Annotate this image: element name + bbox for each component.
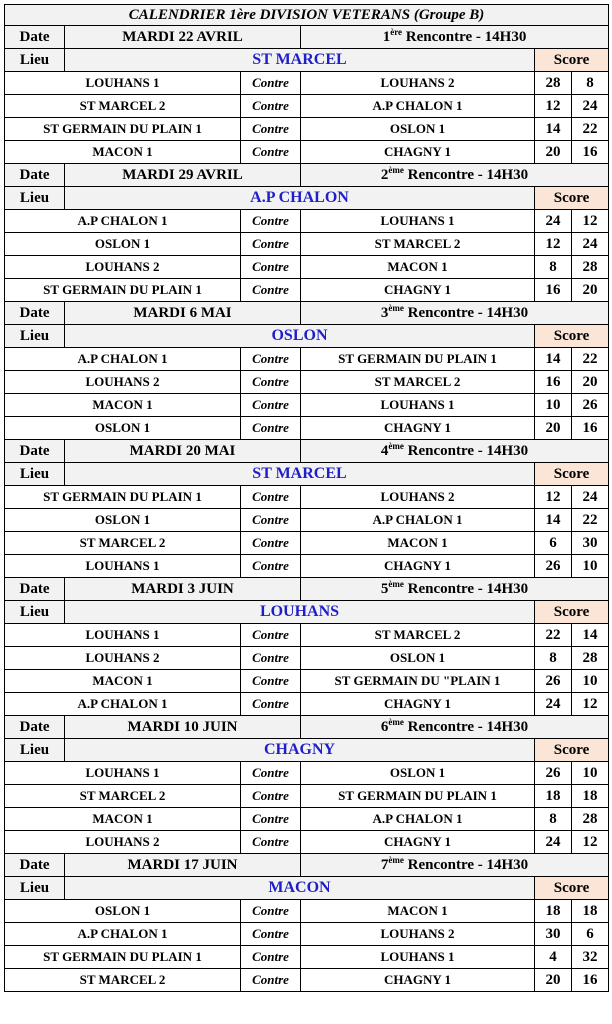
home-score: 14 <box>535 509 572 532</box>
contre-label: Contre <box>241 210 301 233</box>
round-ordinal-suffix: ème <box>388 165 404 175</box>
contre-label: Contre <box>241 95 301 118</box>
lieu-label: Lieu <box>5 187 65 210</box>
home-score: 20 <box>535 969 572 992</box>
title-row <box>5 5 609 26</box>
away-team: OSLON 1 <box>301 762 535 785</box>
round-date-row <box>5 26 609 49</box>
round-venue: ST MARCEL <box>65 49 535 72</box>
home-score: 22 <box>535 624 572 647</box>
round-venue-row <box>5 739 609 762</box>
round-venue-row <box>5 187 609 210</box>
date-label: Date <box>5 164 65 187</box>
away-score: 18 <box>572 900 609 923</box>
round-ordinal: 1 <box>382 29 391 45</box>
away-score: 14 <box>572 624 609 647</box>
match-row <box>5 141 609 164</box>
home-team: ST GERMAIN DU PLAIN 1 <box>5 486 241 509</box>
away-team: LOUHANS 2 <box>301 72 535 95</box>
home-score: 8 <box>535 256 572 279</box>
round-ordinal-suffix: ème <box>388 303 404 313</box>
contre-label: Contre <box>241 348 301 371</box>
home-score: 10 <box>535 394 572 417</box>
match-row <box>5 417 609 440</box>
score-label: Score <box>535 463 609 486</box>
home-team: LOUHANS 1 <box>5 72 241 95</box>
away-team: CHAGNY 1 <box>301 417 535 440</box>
home-score: 6 <box>535 532 572 555</box>
contre-label: Contre <box>241 785 301 808</box>
round-rencontre <box>301 440 609 463</box>
round-date-row <box>5 302 609 325</box>
home-score: 18 <box>535 785 572 808</box>
round-date-row <box>5 440 609 463</box>
lieu-label: Lieu <box>5 463 65 486</box>
round-rencontre <box>301 854 609 877</box>
home-team: ST MARCEL 2 <box>5 95 241 118</box>
away-team: ST GERMAIN DU PLAIN 1 <box>301 348 535 371</box>
home-score: 24 <box>535 831 572 854</box>
round-ordinal: 3 <box>380 305 389 321</box>
contre-label: Contre <box>241 923 301 946</box>
away-team: LOUHANS 2 <box>301 923 535 946</box>
round-venue: MACON <box>65 877 535 900</box>
away-score: 24 <box>572 95 609 118</box>
contre-label: Contre <box>241 509 301 532</box>
away-team: MACON 1 <box>301 256 535 279</box>
match-row <box>5 923 609 946</box>
contre-label: Contre <box>241 118 301 141</box>
home-score: 26 <box>535 762 572 785</box>
round-rencontre <box>301 716 609 739</box>
away-score: 24 <box>572 486 609 509</box>
home-score: 26 <box>535 670 572 693</box>
away-score: 20 <box>572 371 609 394</box>
contre-label: Contre <box>241 831 301 854</box>
date-label: Date <box>5 440 65 463</box>
away-team: ST GERMAIN DU "PLAIN 1 <box>301 670 535 693</box>
away-score: 22 <box>572 509 609 532</box>
match-row <box>5 256 609 279</box>
match-row <box>5 946 609 969</box>
contre-label: Contre <box>241 141 301 164</box>
home-team: ST GERMAIN DU PLAIN 1 <box>5 118 241 141</box>
match-row <box>5 969 609 992</box>
away-score: 12 <box>572 210 609 233</box>
round-rencontre-text: Rencontre - 14H30 <box>403 167 529 183</box>
match-row <box>5 279 609 302</box>
away-team: CHAGNY 1 <box>301 969 535 992</box>
match-row <box>5 371 609 394</box>
away-score: 10 <box>572 762 609 785</box>
match-row <box>5 647 609 670</box>
home-score: 24 <box>535 693 572 716</box>
round-venue-row <box>5 877 609 900</box>
away-team: MACON 1 <box>301 900 535 923</box>
home-team: LOUHANS 2 <box>5 256 241 279</box>
home-score: 14 <box>535 118 572 141</box>
round-rencontre <box>301 26 609 49</box>
round-rencontre <box>301 164 609 187</box>
score-label: Score <box>535 601 609 624</box>
home-score: 18 <box>535 900 572 923</box>
away-score: 32 <box>572 946 609 969</box>
score-label: Score <box>535 187 609 210</box>
home-team: LOUHANS 2 <box>5 647 241 670</box>
round-venue: ST MARCEL <box>65 463 535 486</box>
match-row <box>5 532 609 555</box>
home-team: ST MARCEL 2 <box>5 969 241 992</box>
round-date: MARDI 20 MAI <box>65 440 301 463</box>
home-score: 20 <box>535 141 572 164</box>
score-label: Score <box>535 325 609 348</box>
away-score: 28 <box>572 256 609 279</box>
round-date-row <box>5 578 609 601</box>
home-team: LOUHANS 2 <box>5 831 241 854</box>
round-ordinal: 5 <box>380 581 389 597</box>
home-score: 12 <box>535 95 572 118</box>
contre-label: Contre <box>241 693 301 716</box>
home-score: 16 <box>535 371 572 394</box>
match-row <box>5 210 609 233</box>
round-rencontre-text: Rencontre - 14H30 <box>403 305 529 321</box>
round-venue: CHAGNY <box>65 739 535 762</box>
round-date: MARDI 3 JUIN <box>65 578 301 601</box>
match-row <box>5 233 609 256</box>
round-ordinal-suffix: ème <box>388 717 404 727</box>
round-date-row <box>5 716 609 739</box>
round-date: MARDI 17 JUIN <box>65 854 301 877</box>
date-label: Date <box>5 578 65 601</box>
away-score: 22 <box>572 118 609 141</box>
match-row <box>5 95 609 118</box>
round-rencontre-text: Rencontre - 14H30 <box>403 857 529 873</box>
lieu-label: Lieu <box>5 877 65 900</box>
away-team: LOUHANS 1 <box>301 210 535 233</box>
away-score: 30 <box>572 532 609 555</box>
away-score: 18 <box>572 785 609 808</box>
away-team: CHAGNY 1 <box>301 141 535 164</box>
away-team: OSLON 1 <box>301 118 535 141</box>
home-score: 28 <box>535 72 572 95</box>
home-team: A.P CHALON 1 <box>5 923 241 946</box>
round-rencontre-text: Rencontre - 14H30 <box>403 719 529 735</box>
round-rencontre <box>301 302 609 325</box>
round-date: MARDI 10 JUIN <box>65 716 301 739</box>
home-team: A.P CHALON 1 <box>5 210 241 233</box>
away-team: CHAGNY 1 <box>301 279 535 302</box>
contre-label: Contre <box>241 371 301 394</box>
home-score: 24 <box>535 210 572 233</box>
away-team: LOUHANS 1 <box>301 946 535 969</box>
away-score: 16 <box>572 969 609 992</box>
contre-label: Contre <box>241 279 301 302</box>
date-label: Date <box>5 302 65 325</box>
away-score: 24 <box>572 233 609 256</box>
match-row <box>5 348 609 371</box>
round-date-row <box>5 164 609 187</box>
match-row <box>5 394 609 417</box>
away-team: A.P CHALON 1 <box>301 509 535 532</box>
away-score: 28 <box>572 808 609 831</box>
contre-label: Contre <box>241 72 301 95</box>
contre-label: Contre <box>241 486 301 509</box>
home-team: ST MARCEL 2 <box>5 532 241 555</box>
contre-label: Contre <box>241 532 301 555</box>
round-ordinal-suffix: ème <box>388 855 404 865</box>
match-row <box>5 624 609 647</box>
round-ordinal-suffix: ème <box>388 441 404 451</box>
away-team: CHAGNY 1 <box>301 693 535 716</box>
round-venue: LOUHANS <box>65 601 535 624</box>
away-team: ST GERMAIN DU PLAIN 1 <box>301 785 535 808</box>
away-team: ST MARCEL 2 <box>301 624 535 647</box>
lieu-label: Lieu <box>5 601 65 624</box>
round-venue-row <box>5 49 609 72</box>
match-row <box>5 509 609 532</box>
home-team: OSLON 1 <box>5 900 241 923</box>
home-team: ST GERMAIN DU PLAIN 1 <box>5 946 241 969</box>
contre-label: Contre <box>241 762 301 785</box>
round-venue: A.P CHALON <box>65 187 535 210</box>
match-row <box>5 831 609 854</box>
match-row <box>5 555 609 578</box>
home-team: LOUHANS 1 <box>5 555 241 578</box>
away-team: ST MARCEL 2 <box>301 371 535 394</box>
match-row <box>5 693 609 716</box>
home-team: LOUHANS 1 <box>5 762 241 785</box>
away-score: 28 <box>572 647 609 670</box>
away-team: LOUHANS 2 <box>301 486 535 509</box>
home-score: 16 <box>535 279 572 302</box>
away-score: 26 <box>572 394 609 417</box>
home-team: OSLON 1 <box>5 417 241 440</box>
date-label: Date <box>5 716 65 739</box>
home-score: 8 <box>535 808 572 831</box>
away-team: MACON 1 <box>301 532 535 555</box>
away-score: 12 <box>572 693 609 716</box>
away-score: 16 <box>572 417 609 440</box>
away-score: 10 <box>572 670 609 693</box>
round-venue: OSLON <box>65 325 535 348</box>
contre-label: Contre <box>241 670 301 693</box>
round-venue-row <box>5 325 609 348</box>
contre-label: Contre <box>241 969 301 992</box>
away-score: 22 <box>572 348 609 371</box>
round-venue-row <box>5 463 609 486</box>
home-team: ST MARCEL 2 <box>5 785 241 808</box>
match-row <box>5 785 609 808</box>
round-ordinal: 2 <box>380 167 389 183</box>
away-team: A.P CHALON 1 <box>301 808 535 831</box>
round-rencontre-text: Rencontre - 14H30 <box>402 29 527 45</box>
home-team: A.P CHALON 1 <box>5 348 241 371</box>
calendar-sheet <box>4 4 608 992</box>
away-score: 20 <box>572 279 609 302</box>
round-ordinal-suffix: ème <box>388 579 404 589</box>
home-score: 26 <box>535 555 572 578</box>
match-row <box>5 762 609 785</box>
away-team: CHAGNY 1 <box>301 555 535 578</box>
round-ordinal: 7 <box>380 857 389 873</box>
away-team: A.P CHALON 1 <box>301 95 535 118</box>
date-label: Date <box>5 26 65 49</box>
contre-label: Contre <box>241 233 301 256</box>
lieu-label: Lieu <box>5 739 65 762</box>
home-team: MACON 1 <box>5 670 241 693</box>
away-team: ST MARCEL 2 <box>301 233 535 256</box>
match-row <box>5 900 609 923</box>
home-score: 4 <box>535 946 572 969</box>
round-ordinal: 4 <box>380 443 389 459</box>
date-label: Date <box>5 854 65 877</box>
round-ordinal-suffix: ère <box>390 27 403 37</box>
contre-label: Contre <box>241 555 301 578</box>
round-venue-row <box>5 601 609 624</box>
round-date-row <box>5 854 609 877</box>
away-score: 6 <box>572 923 609 946</box>
home-score: 8 <box>535 647 572 670</box>
home-team: MACON 1 <box>5 808 241 831</box>
contre-label: Contre <box>241 647 301 670</box>
contre-label: Contre <box>241 808 301 831</box>
match-row <box>5 808 609 831</box>
lieu-label: Lieu <box>5 325 65 348</box>
away-team: CHAGNY 1 <box>301 831 535 854</box>
score-label: Score <box>535 877 609 900</box>
contre-label: Contre <box>241 624 301 647</box>
home-score: 12 <box>535 486 572 509</box>
home-score: 14 <box>535 348 572 371</box>
home-score: 20 <box>535 417 572 440</box>
round-rencontre-text: Rencontre - 14H30 <box>403 443 529 459</box>
score-label: Score <box>535 49 609 72</box>
home-team: A.P CHALON 1 <box>5 693 241 716</box>
away-score: 8 <box>572 72 609 95</box>
round-rencontre <box>301 578 609 601</box>
round-date: MARDI 6 MAI <box>65 302 301 325</box>
match-row <box>5 118 609 141</box>
away-team: LOUHANS 1 <box>301 394 535 417</box>
away-score: 12 <box>572 831 609 854</box>
home-team: OSLON 1 <box>5 509 241 532</box>
round-ordinal: 6 <box>380 719 389 735</box>
contre-label: Contre <box>241 946 301 969</box>
away-score: 10 <box>572 555 609 578</box>
home-team: LOUHANS 1 <box>5 624 241 647</box>
contre-label: Contre <box>241 394 301 417</box>
calendar-title: CALENDRIER 1ère DIVISION VETERANS (Groupe B) <box>5 5 609 26</box>
home-team: LOUHANS 2 <box>5 371 241 394</box>
home-score: 30 <box>535 923 572 946</box>
round-date: MARDI 22 AVRIL <box>65 26 301 49</box>
home-team: MACON 1 <box>5 141 241 164</box>
match-row <box>5 670 609 693</box>
score-label: Score <box>535 739 609 762</box>
home-team: MACON 1 <box>5 394 241 417</box>
round-rencontre-text: Rencontre - 14H30 <box>403 581 529 597</box>
round-date: MARDI 29 AVRIL <box>65 164 301 187</box>
home-team: ST GERMAIN DU PLAIN 1 <box>5 279 241 302</box>
calendar-table <box>4 4 609 992</box>
home-score: 12 <box>535 233 572 256</box>
contre-label: Contre <box>241 256 301 279</box>
away-team: OSLON 1 <box>301 647 535 670</box>
home-team: OSLON 1 <box>5 233 241 256</box>
contre-label: Contre <box>241 417 301 440</box>
lieu-label: Lieu <box>5 49 65 72</box>
contre-label: Contre <box>241 900 301 923</box>
away-score: 16 <box>572 141 609 164</box>
match-row <box>5 486 609 509</box>
match-row <box>5 72 609 95</box>
